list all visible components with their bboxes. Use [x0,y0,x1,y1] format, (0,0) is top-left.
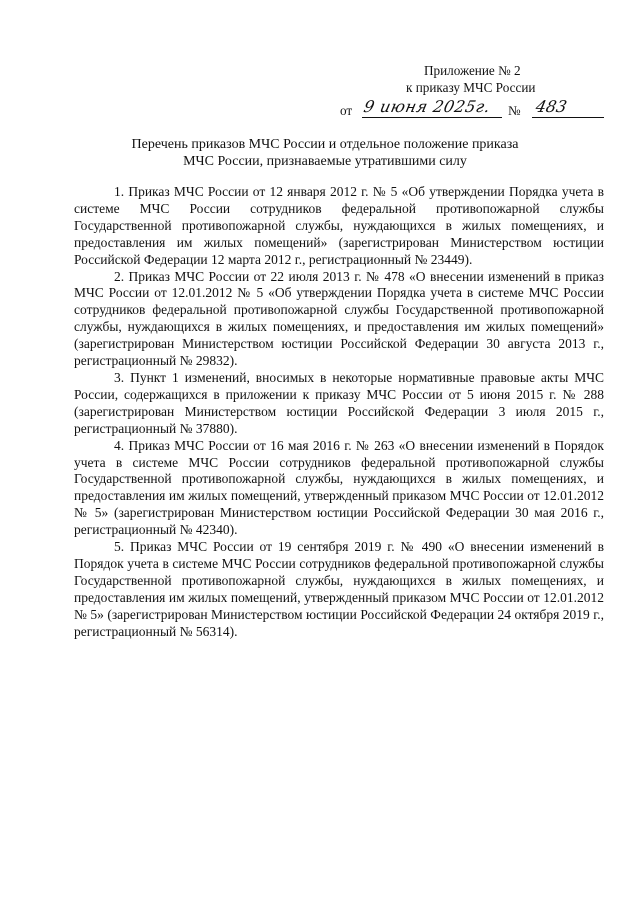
document-body [74,184,604,640]
date-underline [362,117,502,118]
appendix-order-ref: к приказу МЧС России [406,80,536,95]
list-item: 4. Приказ МЧС России от 16 мая 2016 г. № 263 «О внесении изменений в Порядок учета в системе МЧС России сотрудников федеральной противопожарной службы Государственной противопожарной службы, нуждающихся в жилых помещениях, и предоставления им жилых помещений, утвержденный приказом МЧС России от 12.01.2012 № 5» (зарегистрирован Министерством юстиции Российской Федерации 30 мая 2016 г., регистрационный № 42340). [74,437,604,538]
handwritten-number: 483 [533,97,569,116]
list-item: 1. Приказ МЧС России от 12 января 2012 г. № 5 «Об утверждении Порядка учета в системе МЧС России сотрудников федеральной противопожарной службы Государственной противопожарной службы, нуждающихся в жилых помещениях, и предоставления им жилых помещений» (зарегистрирован Министерством юстиции Российской Федерации 12 марта 2012 г., регистрационный № 23449). [74,184,604,267]
title-line-1: Перечень приказов МЧС России и отдельное положение приказа [131,137,519,152]
from-label: от [340,103,353,118]
handwritten-date: 9 июня 2025г. [361,97,493,116]
list-item: 2. Приказ МЧС России от 22 июля 2013 г. № 478 «О внесении изменений в приказ МЧС России от 12.01.2012 № 5 «Об утверждении Порядка учета в системе МЧС России сотрудников федеральной противопожарной службы Государственной противопожарной службы, нуждающихся в жилых помещениях, и предоставления им жилых помещений» (зарегистрирован Министерством юстиции Российской Федерации 30 августа 2013 г., регистрационный № 29832). [74,268,604,369]
list-item: 3. Пункт 1 изменений, вносимых в некоторые нормативные правовые акты МЧС России, содержащихся в приложении к приказу МЧС России от 5 июня 2015 г. № 288 (зарегистрирован Министерством юстиции Российской Федерации 3 июля 2015 г., регистрационный № 37880). [74,369,604,436]
number-underline [532,117,604,118]
appendix-header [340,62,610,120]
title-line-2: МЧС России, признаваемые утратившими силу [183,154,467,169]
appendix-date-number-line [340,98,610,120]
list-item: 5. Приказ МЧС России от 19 сентября 2019 г. № 490 «О внесении изменений в Порядок учета в системе МЧС России сотрудников федеральной противопожарной службы Государственной противопожарной службы, нуждающихся в жилых помещениях, и предоставления им жилых помещений, утвержденный приказом МЧС России от 12.01.2012 № 5» (зарегистрирован Министерством юстиции Российской Федерации 24 октября 2019 г., регистрационный № 56314). [74,539,604,639]
number-label: № [508,103,521,118]
appendix-number: Приложение № 2 [424,63,521,78]
document-title [60,136,590,170]
